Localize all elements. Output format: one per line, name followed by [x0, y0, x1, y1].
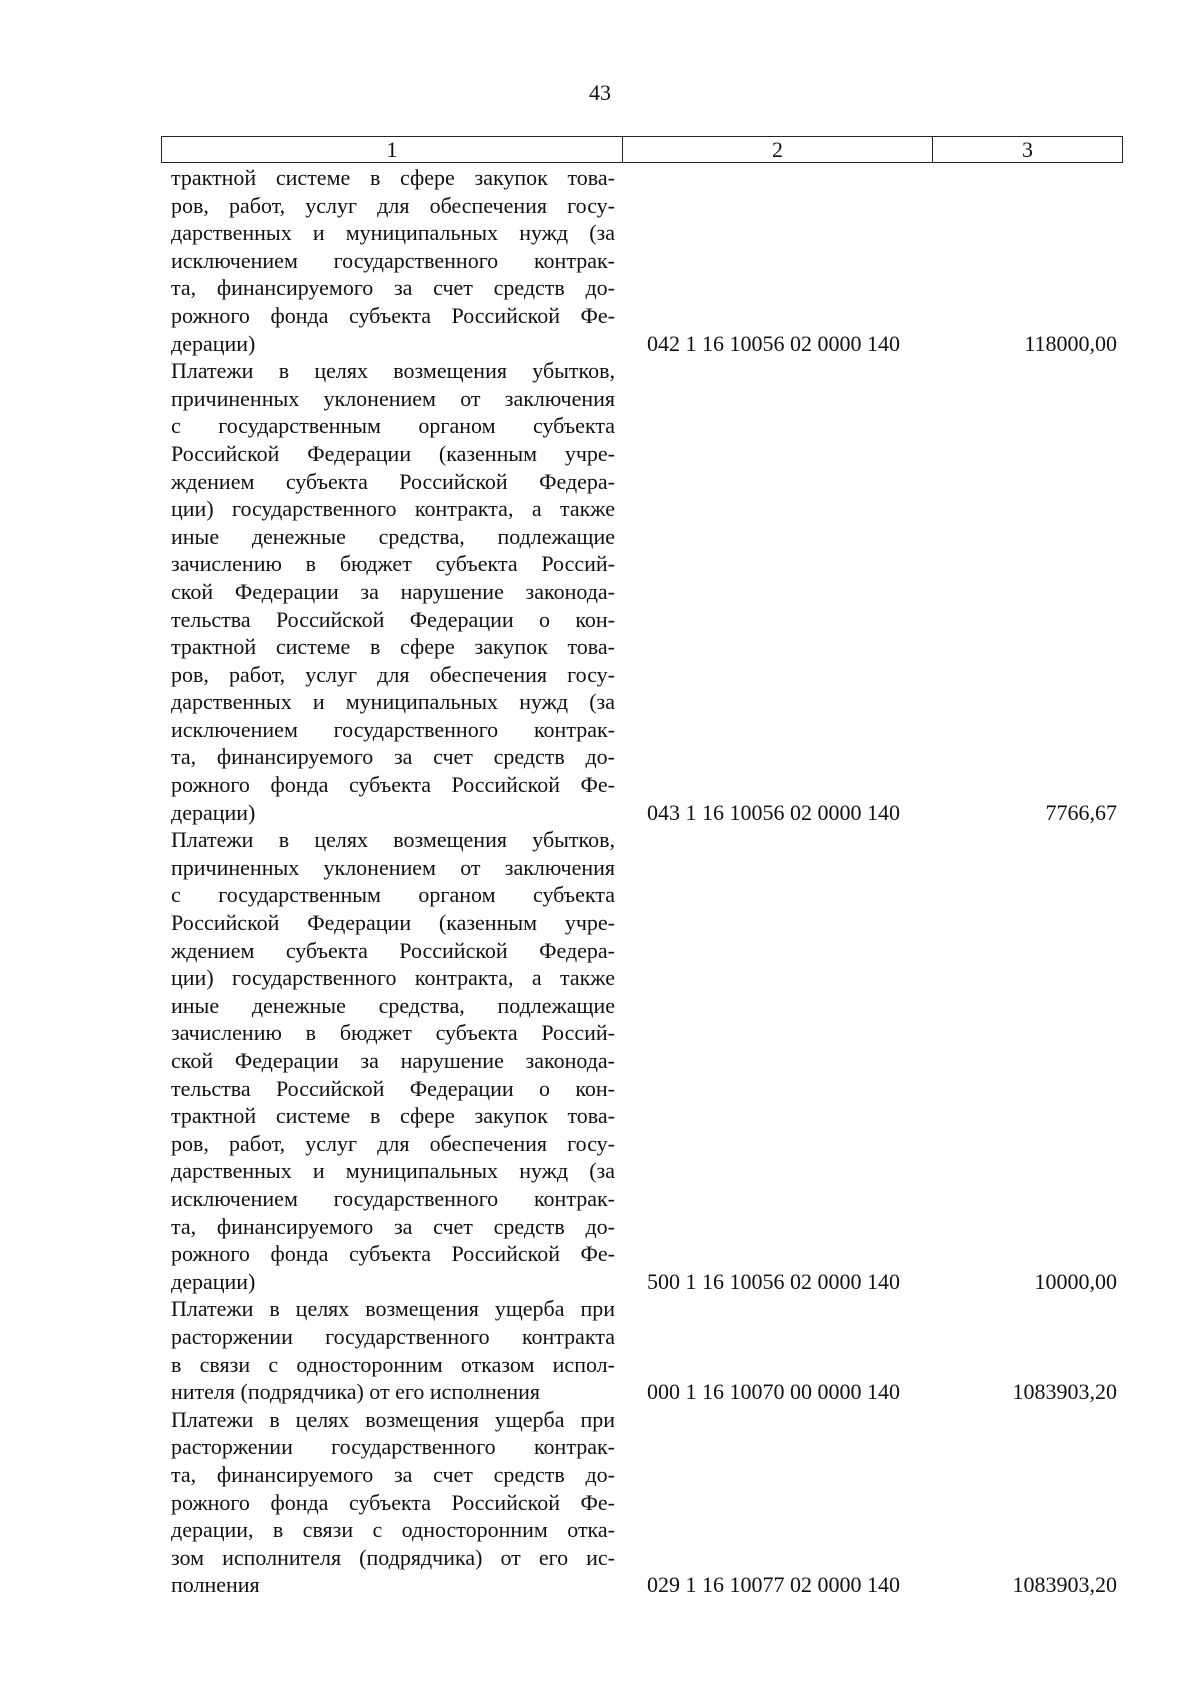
row-code: 000 1 16 10070 00 0000 140 [647, 1379, 900, 1405]
description-line: зачислению в бюджет субъекта Россий- [171, 551, 615, 577]
description-line: рожного фонда субъекта Российской Фе- [171, 1489, 615, 1515]
description-line: зом исполнителя (подрядчика) от его ис- [171, 1544, 615, 1570]
description-line: рожного фонда субъекта Российской Фе- [171, 772, 615, 798]
description-line: дерации) [171, 799, 256, 825]
description-line: Платежи в целях возмещения убытков, [171, 827, 615, 853]
description-line: исключением государственного контрак- [171, 1185, 615, 1211]
description-line: ской Федерации за нарушение законода- [171, 578, 615, 604]
description-line: ров, работ, услуг для обеспечения госу- [171, 1130, 615, 1156]
description-line: рожного фонда субъекта Российской Фе- [171, 1241, 615, 1267]
description-line: тельства Российской Федерации о кон- [171, 606, 615, 632]
description-line: Платежи в целях возмещения ущерба при [171, 1296, 615, 1322]
table-row [171, 1295, 1121, 1405]
description-line: та, финансируемого за счет средств до- [171, 275, 615, 301]
description-line: Платежи в целях возмещения ущерба при [171, 1406, 615, 1432]
description-line: та, финансируемого за счет средств до- [171, 744, 615, 770]
description-line: с государственным органом субъекта [171, 413, 615, 439]
header-col-2: 2 [623, 137, 933, 162]
table-body [171, 164, 1121, 1599]
description-line: с государственным органом субъекта [171, 882, 615, 908]
description-line: ской Федерации за нарушение законода- [171, 1048, 615, 1073]
row-description [171, 1406, 615, 1599]
row-sum: 118000,00 [1024, 330, 1117, 356]
row-description [171, 826, 615, 1295]
description-line: иные денежные средства, подлежащие [171, 992, 615, 1018]
description-line: дарственных и муниципальных нужд (за [171, 220, 615, 246]
description-line: трактной системе в сфере закупок това- [171, 1103, 615, 1129]
description-line: причиненных уклонением от заключения [171, 385, 615, 411]
table-row [171, 164, 1121, 357]
row-code: 042 1 16 10056 02 0000 140 [647, 330, 900, 356]
row-description [171, 1295, 615, 1405]
description-line: ров, работ, услуг для обеспечения госу- [171, 661, 615, 687]
page-number: 43 [589, 80, 611, 105]
description-line: дарственных и муниципальных нужд (за [171, 689, 615, 715]
row-code: 500 1 16 10056 02 0000 140 [647, 1268, 900, 1294]
table-row [171, 826, 1121, 1295]
row-sum: 1083903,20 [1012, 1379, 1117, 1405]
description-line: та, финансируемого за счет средств до- [171, 1461, 615, 1487]
description-line: дерации) [171, 1268, 256, 1294]
row-sum: 7766,67 [1045, 799, 1117, 825]
row-sum: 1083903,20 [1012, 1572, 1117, 1598]
description-line: ров, работ, услуг для обеспечения госу- [171, 192, 615, 218]
description-line: ждением субъекта Российской Федера- [171, 937, 615, 963]
description-line: иные денежные средства, подлежащие [171, 523, 615, 549]
description-line: зачислению в бюджет субъекта Россий- [171, 1020, 615, 1046]
description-line: ждением субъекта Российской Федера- [171, 468, 615, 494]
description-line: рожного фонда субъекта Российской Фе- [171, 302, 615, 328]
row-sum: 10000,00 [1034, 1268, 1117, 1294]
description-line: ции) государственного контракта, а также [171, 496, 615, 522]
row-code: 029 1 16 10077 02 0000 140 [647, 1572, 900, 1598]
description-line: трактной системе в сфере закупок това- [171, 165, 615, 190]
row-code: 043 1 16 10056 02 0000 140 [647, 799, 900, 825]
description-line: тельства Российской Федерации о кон- [171, 1075, 615, 1101]
description-line: исключением государственного контрак- [171, 247, 615, 273]
description-line: трактной системе в сфере закупок това- [171, 634, 615, 660]
description-line: Российской Федерации (казенным учре- [171, 440, 615, 466]
description-line: та, финансируемого за счет средств до- [171, 1213, 615, 1239]
description-line: причиненных уклонением от заключения [171, 854, 615, 880]
description-line: исключением государственного контрак- [171, 716, 615, 742]
description-line: нителя (подрядчика) от его исполнения [171, 1379, 541, 1405]
description-line: расторжении государственного контракта [171, 1323, 615, 1349]
table-row [171, 357, 1121, 826]
description-line: Платежи в целях возмещения убытков, [171, 358, 615, 384]
description-line: в связи с односторонним отказом испол- [171, 1351, 615, 1377]
description-line: дарственных и муниципальных нужд (за [171, 1158, 615, 1184]
table-row [171, 1406, 1121, 1599]
table-header [161, 136, 1123, 163]
description-line: ции) государственного контракта, а также [171, 965, 615, 991]
description-line: дерации) [171, 330, 256, 356]
row-description [171, 357, 615, 826]
description-line: дерации, в связи с односторонним отка- [171, 1517, 615, 1543]
header-col-3: 3 [1022, 137, 1033, 162]
description-line: расторжении государственного контрак- [171, 1434, 615, 1460]
description-line: Российской Федерации (казенным учре- [171, 910, 615, 936]
description-line: полнения [171, 1572, 260, 1598]
row-description [171, 164, 615, 357]
header-col-1: 1 [162, 137, 623, 162]
